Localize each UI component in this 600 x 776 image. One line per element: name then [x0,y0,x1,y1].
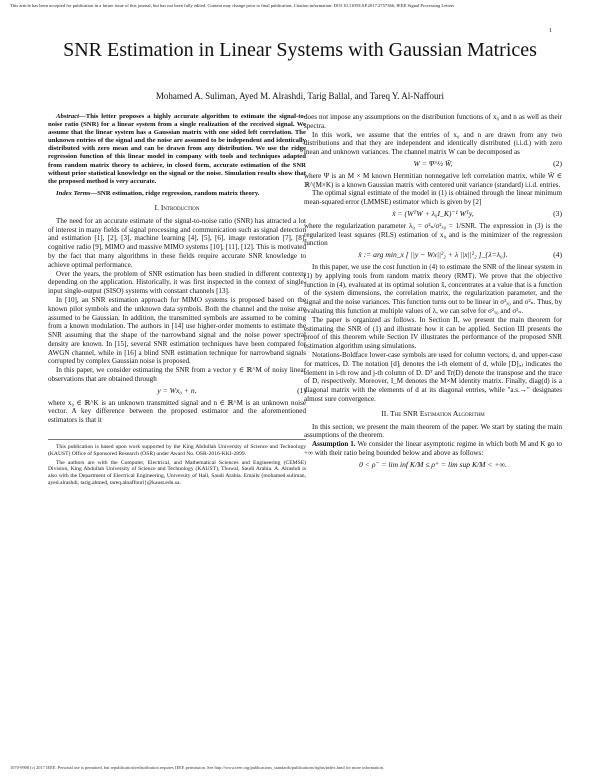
section-heading-snr-algorithm: II. The SNR Estimation Algorithm [381,408,485,418]
journal-header-note: This article has been accepted for publication in a future issue of this journal, but has not been fully edited. Content may change prior to final publication. Citation information: DOI 10.1109/LSP.2017.2757366, IEEE Signal Processing Letters [10,3,455,8]
paragraph: The paper is organized as follows. In Section II, we present the main theorem for estimating the SNR of (1) and illustrate how it can be applied. Section III presents the proof of this theorem while Section IV illustrates the performance of the proposed SNR estimation algorithm using simulations. [304,315,562,351]
paragraph: In this work, we assume that the entries of x₀ and n are drawn from any two distributions and that they are independent and identically distributed (i.i.d.) with zero mean and unknown variances. The channel matrix W can be decomposed as [304,130,562,157]
assumption-1 [304,440,562,458]
assumption-label: Assumption 1. [312,440,356,449]
equation-2 [304,160,562,169]
equation-4-body: x̂ := arg min_x [ ||y − Wx||²₂ + λ ||x||²₂ ]_{λ=λ₀}. [358,250,508,260]
page-number: 1 [549,28,552,34]
right-column [304,113,562,472]
equation-5-body: 0 < ρ⁻ = lim inf K/M ≤ ρ⁺ = lim sup K/M < +∞. [359,459,507,469]
paragraph-notations: Notations-Boldface lower-case symbols are used for column vectors, d, and upper-case for matrices, D. The notation [d]ᵢ denotes the i-th element of d, while [D]ᵢ,ⱼ indicates the element in i-th row and j-th column of D. Dᵀ and Tr(D) denote the transpose and the trace of D, respectively. Moreover, I_M denotes the M×M identity matrix. Finally, diag(d) is a diagonal matrix with the elements of d at its diagonal entries, while "a.s.→" designates almost sure convergence. [304,350,562,403]
equation-3-body: x̂ = (WᵀW + λ₀I_K)⁻¹ Wᵀy, [392,208,474,218]
index-terms [48,190,306,198]
equation-2-body: W = Ψ^½ W̄, [413,158,453,168]
paragraph: In this paper, we consider estimating the SNR from a vector y ∈ ℝ^M of noisy linear observations that are obtained through [48,366,306,384]
assumption-text: We consider the linear asymptotic regime in which both M and K go to +∞ with their ratio being bounded below and above as follows: [304,440,562,457]
paragraph: In [10], an SNR estimation approach for MIMO systems is proposed based on the known pilot symbols and the unknown data symbols. Both the channel and the noise are assumed to be Gaussian. In addition, the transmitted symbols are assumed to be coming from a known modulation. The authors in [14] use higher-order moments to estimate the SNR assuming that the shape of the narrowband signal and the noise power spectral density are known. In [15], several SNR estimation techniques have been compared for AWGN channel, while in [16] a blind SNR estimation technique for narrowband signals corrupted by complex Gaussian noise is proposed. [48,295,306,366]
paragraph: In this paper, we use the cost function in (4) to estimate the SNR of the linear system in (1) by applying tools from random matrix theory (RMT). We prove that the objective function in (4), evaluated at its optimal solution x̂, concentrates at a value that is a function of the system dimensions, the correlation matrix, the regularization parameter, and the signal and the noise variances. This function turns out to be linear in σ²ₓ₀ and σ²ₙ. Thus, by evaluating this function at multiple values of λ, we can solve for σ²ₓ₀ and σ²ₙ. [304,262,562,315]
equation-1 [48,387,306,396]
paragraph: where Ψ is an M × M known Hermitian nonnegative left correlation matrix, while W̄ ∈ ℝ^(M×K) is a known Gaussian matrix with centered unit variance (standard) i.i.d. entries. [304,171,562,189]
author-list: Mohamed A. Suliman, Ayed M. Alrashdi, Tarig Ballal, and Tareq Y. Al-Naffouri [155,91,445,101]
paragraph: does not impose any assumptions on the distribution functions of x₀ and n as well as their spectra. [304,113,562,130]
paragraph: The optimal signal estimate of the model in (1) is obtained through the linear minimum mean-squared error (LMMSE) estimator which is given by [2] [304,189,562,207]
equation-5 [304,461,562,470]
paragraph: The need for an accurate estimate of the signal-to-noise ratio (SNR) has attracted a lot of interest in many fields of signal processing and communication such as signal detection and estimation [1], [2], [3], machine learning [4], [5], [6], image restoration [7], [8], cognitive radio [9], MIMO and massive MIMO systems [10], [11], [12]. This is motivated by the fact that many algorithms in these fields require accurate SNR knowledge to achieve optimal performance. [48,216,306,269]
footnote-affiliations: The authors are with the Computer, Electrical, and Mathematical Sciences and Engineering (CEMSE) Division, King Abdullah University of Science and Technology (KAUST), Thuwal, Saudi Arabia. A. Alrashdi is also with the Department of Electrical Engineering, University of Hail, Saudi Arabia. Emails:{mohamed.suliman, ayed.alrashdi, tarig.ahmed, tareq.alnaffouri}@kaust.edu.sa. [48,459,306,487]
section-heading-introduction: I. Introduction [154,202,200,212]
paragraph: where the regularization parameter λ₀ = σ²ₙ/σ²ₓ₀ = 1/SNR. The expression in (3) is the regularized least squares (RLS) estimation of x₀ and is the minimizer of the regression function [304,221,562,248]
abstract-label: Abstract [56,113,80,120]
copyright-footer: 1070-9908 (c) 2017 IEEE. Personal use is permitted, but republication/redistribution requires IEEE permission. See http://www.ieee.org/publications_standards/publications/rights/index.html for more information. [10,765,384,770]
footnotes [48,439,306,487]
equation-1-number: (1) [297,385,306,395]
footnote-funding: This publication is based upon work supported by the King Abdullah University of Science and Technology (KAUST) Office of Sponsored Research (OSR) under Award No. OSR-2016-KKI-2899. [48,444,306,457]
index-terms-label: Index Terms [56,189,91,197]
abstract [48,113,306,186]
equation-3 [304,210,562,219]
equation-4 [304,251,562,260]
paragraph: where x₀ ∈ ℝ^K is an unknown transmitted signal and n ∈ ℝ^M is an unknown noise vector. A key difference between the proposed estimator and the aforementioned estimators is that it [48,398,306,425]
equation-4-number: (4) [553,250,562,260]
paper-title: SNR Estimation in Linear Systems with Gaussian Matrices [63,39,537,61]
equation-1-body: y = Wx₀ + n, [157,385,197,395]
abstract-text: —This letter proposes a highly accurate algorithm to estimate the signal-to-noise ratio (SNR) for a linear system from a single realization of the received signal. We assume that the linear system has a Gaussian matrix with one sided left correlation. The unknown entries of the signal and the noise are assumed to be independent and identically distributed with zero mean and can be drawn from any distribution. We use the ridge regression function of this linear model in company with tools and techniques adapted from random matrix theory to achieve, in closed form, accurate estimation of the SNR without prior statistical knowledge on the signal or the noise. Simulation results show that the proposed method is very accurate. [48,113,306,185]
left-column [48,113,306,489]
paragraph: In this section, we present the main theorem of the paper. We start by stating the main assumptions of the theorem. [304,422,562,440]
paragraph: Over the years, the problem of SNR estimation has been studied in different contexts depending on the application. Historically, it was first inspected in the context of single-input single-output (SISO) systems with constant channels [13]. [48,269,306,296]
equation-2-number: (2) [553,158,562,168]
equation-3-number: (3) [553,208,562,218]
index-terms-text: —SNR estimation, ridge regression, random matrix theory. [90,189,260,197]
